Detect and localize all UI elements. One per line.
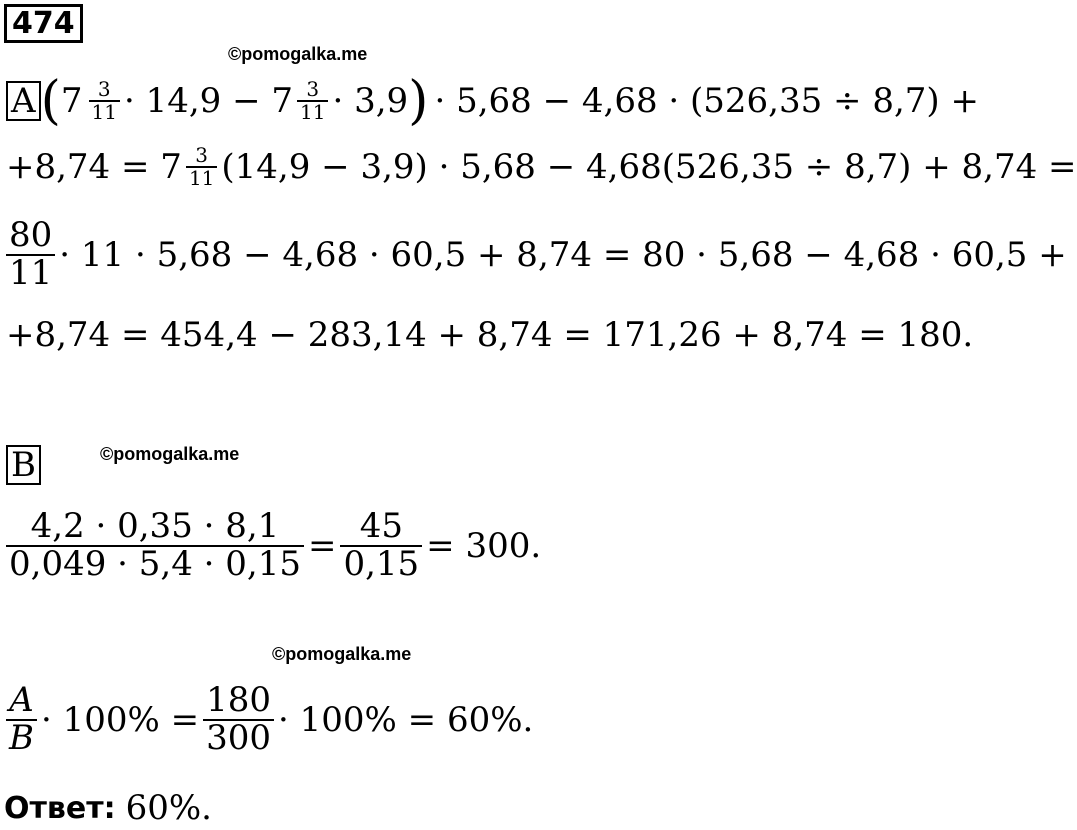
problem-number: 474 bbox=[4, 4, 83, 43]
fraction-3-11 bbox=[186, 145, 217, 189]
numerator: 45 bbox=[359, 506, 403, 547]
expression-text: · 3,9 bbox=[332, 81, 409, 121]
close-paren: ) bbox=[408, 71, 429, 131]
mixed-number-int: 7 bbox=[60, 81, 83, 121]
part-a-line-2 bbox=[6, 132, 1077, 202]
denominator: B bbox=[9, 718, 34, 758]
numerator: 80 bbox=[9, 215, 53, 256]
numerator: 3 bbox=[97, 77, 111, 101]
expression-text: +8,74 = 454,4 − 283,14 + 8,74 = 171,26 + 8,74 = 180. bbox=[6, 315, 974, 355]
denominator: 11 bbox=[91, 100, 117, 124]
denominator: 11 bbox=[188, 166, 215, 190]
part-a-line-1 bbox=[6, 66, 979, 136]
numerator: 4,2 · 0,35 · 8,1 bbox=[30, 506, 280, 547]
expression-text: · 100% = bbox=[41, 700, 200, 740]
numerator: 180 bbox=[206, 680, 272, 721]
answer-line bbox=[4, 786, 212, 830]
part-b-expression bbox=[6, 500, 541, 592]
denominator: 11 bbox=[9, 253, 53, 293]
answer-value: 60%. bbox=[125, 788, 212, 828]
denominator: 0,049 · 5,4 · 0,15 bbox=[9, 544, 301, 584]
expression-text: (14,9 − 3,9) · 5,68 − 4,68(526,35 ÷ 8,7) + 8,74 = bbox=[221, 147, 1077, 187]
part-b-label: B bbox=[6, 445, 41, 485]
part-b-header bbox=[6, 440, 41, 490]
expression-text: · 14,9 − 7 bbox=[123, 81, 294, 121]
numerator: 3 bbox=[306, 77, 320, 101]
fraction-3-11 bbox=[297, 79, 328, 123]
denominator: 300 bbox=[206, 718, 272, 758]
part-a-label: A bbox=[6, 81, 41, 121]
fraction-product bbox=[6, 506, 304, 584]
part-a-line-3 bbox=[6, 212, 1067, 298]
open-paren: ( bbox=[40, 71, 61, 131]
fraction-a-b bbox=[6, 680, 37, 758]
watermark: ©pomogalka.me bbox=[100, 444, 240, 464]
watermark: ©pomogalka.me bbox=[272, 644, 412, 664]
fraction-45-015 bbox=[340, 506, 422, 584]
ratio-expression bbox=[6, 674, 533, 766]
fraction-3-11 bbox=[89, 79, 120, 123]
numerator: 3 bbox=[195, 143, 209, 167]
expression-text: · 5,68 − 4,68 · (526,35 ÷ 8,7) + bbox=[434, 81, 979, 121]
fraction-80-11 bbox=[6, 215, 55, 293]
expression-text: · 11 · 5,68 − 4,68 · 60,5 + 8,74 = 80 · 5,68 − 4,68 · 60,5 + bbox=[59, 235, 1067, 275]
denominator: 11 bbox=[300, 100, 326, 124]
answer-label: Ответ: bbox=[4, 790, 116, 826]
expression-text: · 100% = 60%. bbox=[278, 700, 534, 740]
equals-sign: = bbox=[307, 526, 337, 566]
part-a-line-4 bbox=[6, 310, 973, 360]
expression-text: = 300. bbox=[426, 526, 542, 566]
watermark: ©pomogalka.me bbox=[228, 44, 368, 64]
expression-text: +8,74 = 7 bbox=[6, 147, 182, 187]
fraction-180-300 bbox=[203, 680, 274, 758]
numerator: A bbox=[9, 680, 34, 721]
denominator: 0,15 bbox=[343, 544, 420, 584]
